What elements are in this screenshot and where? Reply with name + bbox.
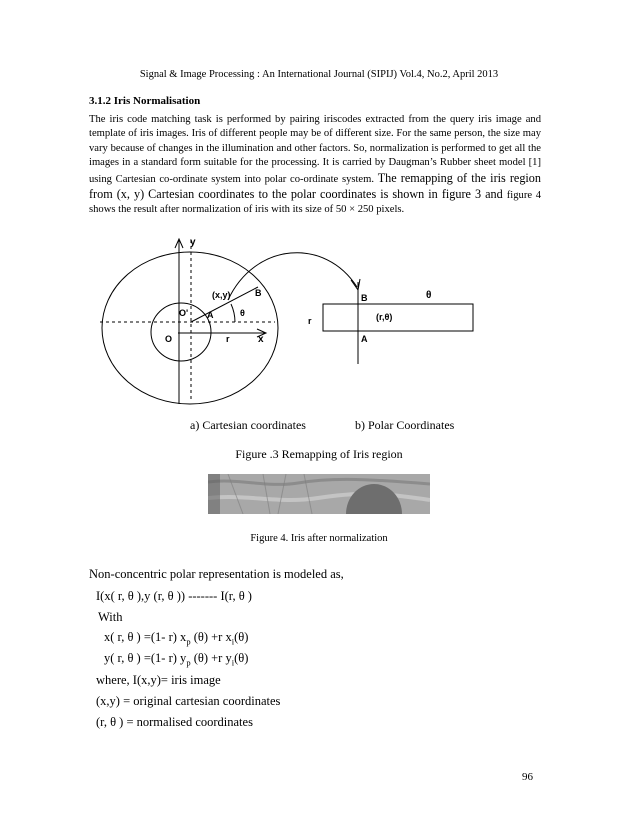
equation-3: y( r, θ ) =(1- r) $y_p$ (θ) +r $y_i(\theta)$: [104, 651, 249, 668]
label-B-left: B: [255, 288, 262, 298]
label-x: x: [258, 334, 264, 345]
paragraph-part-1: The iris code matching task is performed by pairing iriscodes extracted from the query iris image and template of iris images. Iris of different people may be of different size. For the same person, the size may vary because of changes in the illumination and other factors. So, normalization is performed to get all the images in a standard form suitable for the processing. It is carried by Daugman’s Rubber sheet model [1] using Cartesian co-ordinate system into polar co-ordinate system.: [89, 114, 541, 185]
figure-4-caption: Figure 4. Iris after normalization: [250, 533, 388, 544]
outer-iris-circle: [102, 252, 278, 404]
label-xy: (x,y): [212, 290, 231, 300]
paragraph-part-3: figure 4 shows the result after normalization of iris with its size of 50 × 250 pixels.: [89, 190, 541, 216]
equation-2: x( r, θ ) =(1- r) $x_p$ (θ) +r $x_i(\theta)$: [104, 630, 249, 647]
paragraph-part-2: The remapping of the iris region from (x, y) Cartesian coordinates to the polar coordinates is shown in figure 3 and: [89, 170, 541, 202]
label-r-right: r: [308, 316, 312, 326]
label-A-right: A: [361, 334, 368, 344]
label-O: O: [165, 334, 173, 344]
label-r-theta: (r,θ): [376, 312, 393, 322]
label-r-left: r: [226, 334, 230, 344]
label-O-prime: O': [179, 308, 189, 318]
page-number: 96: [522, 771, 533, 783]
normalized-iris-image: [208, 474, 430, 514]
equation-1: I(x( r, θ ),y (r, θ )) ------- I(r, θ ): [96, 589, 252, 603]
label-theta-left: θ: [240, 308, 245, 318]
label-theta-right: θ: [426, 290, 432, 301]
theta-arc: [231, 304, 235, 322]
journal-header: Signal & Image Processing : An International Journal (SIPIJ) Vol.4, No.2, April 2013: [139, 69, 499, 80]
label-A-left: A: [207, 310, 214, 320]
equation-intro: Non-concentric polar representation is modeled as,: [89, 567, 344, 581]
where-line-2: (x,y) = original cartesian coordinates: [96, 694, 281, 708]
figure-3-caption: Figure .3 Remapping of Iris region: [235, 447, 403, 461]
figure-3-diagram: [95, 232, 475, 407]
label-B-right: B: [361, 293, 368, 303]
label-y: y: [190, 237, 196, 248]
equation-with: With: [98, 610, 123, 624]
body-paragraph: [89, 113, 541, 218]
normalized-iris-texture: [208, 474, 430, 514]
subcaption-a: a) Cartesian coordinates: [190, 418, 306, 432]
where-line-3: (r, θ ) = normalised coordinates: [96, 715, 253, 729]
polar-rectangle: [323, 304, 473, 331]
section-title: 3.1.2 Iris Normalisation: [89, 95, 201, 107]
subcaption-b: b) Polar Coordinates: [355, 418, 455, 432]
where-line-1: where, I(x,y)= iris image: [96, 673, 221, 687]
